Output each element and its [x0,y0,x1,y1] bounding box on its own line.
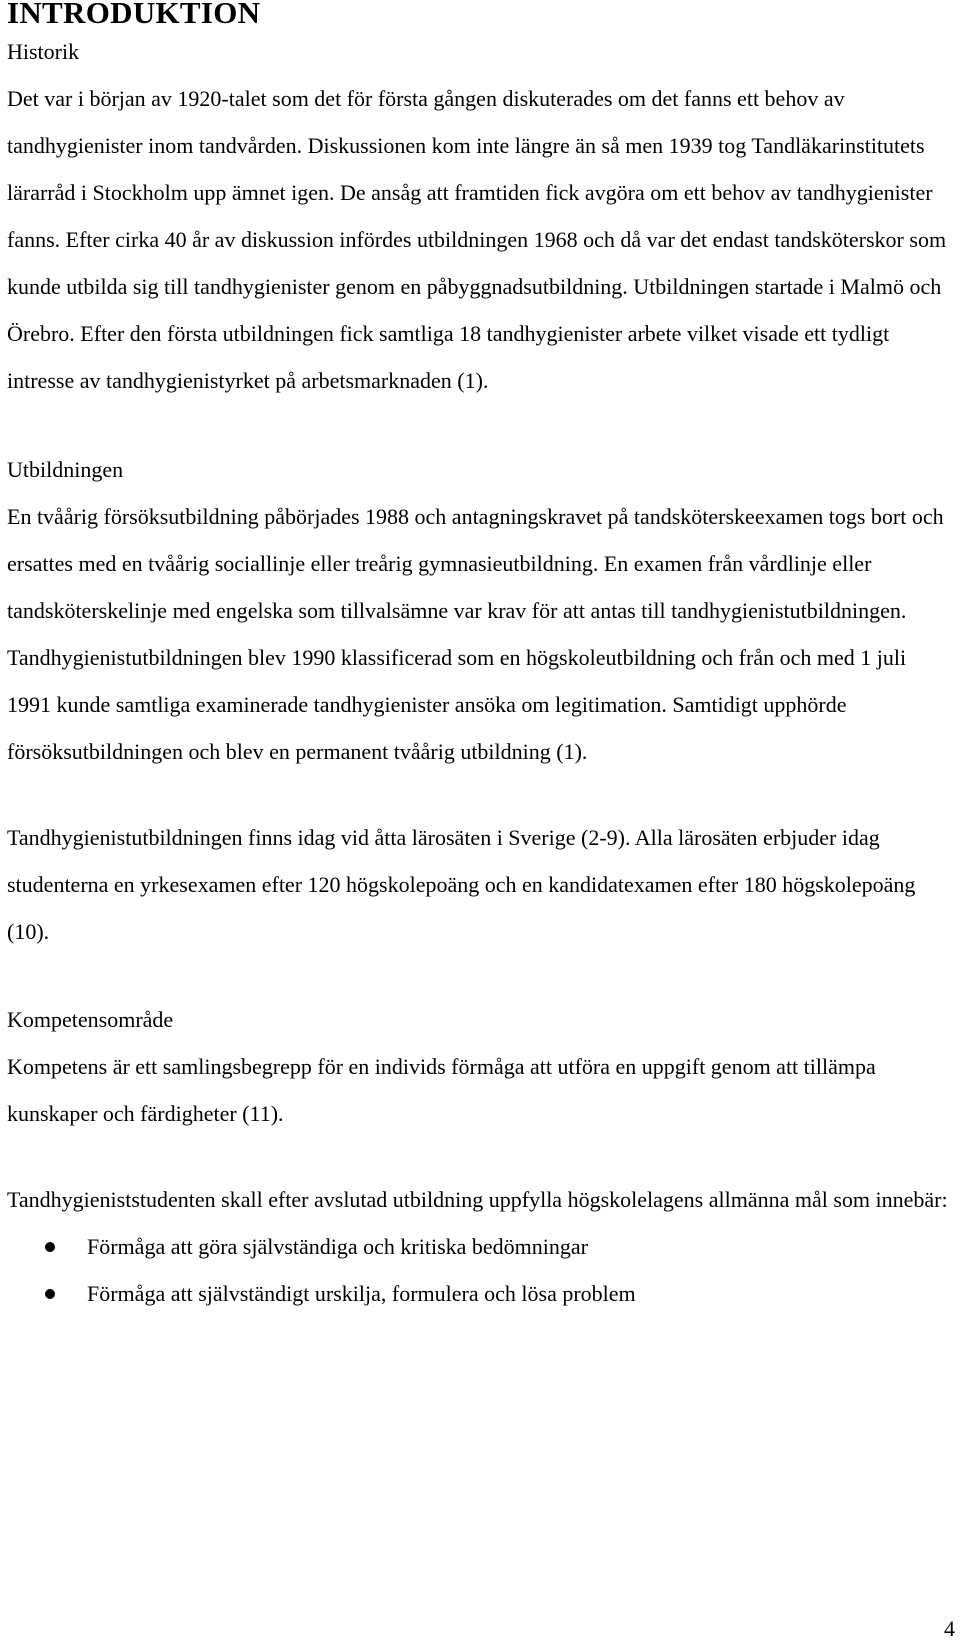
goals-list [7,1223,955,1317]
bullet-icon [45,1289,55,1299]
paragraph-utbildningen-larosaten: Tandhygienistutbildningen finns idag vid åtta lärosäten i Sverige (2-9). Alla lärosäten erbjuder idag studenterna en yrkesexamen efter 120 högskolepoäng och en kandidatexamen efter 180 högskolepoäng (10). [7,825,916,944]
section-heading-utbildningen: Utbildningen [7,457,124,482]
section-heading-historik: Historik [7,39,80,64]
page-title: INTRODUKTION [7,0,261,30]
paragraph-historik: Det var i början av 1920-talet som det för första gången diskuterades om det fanns ett behov av tandhygienister inom tandvården. Diskussionen kom inte längre än så men 1939 tog Tandläkarinstitutets lärarråd i Stockholm upp ämnet igen. De ansåg att framtiden fick avgöra om ett behov av tandhygienister fanns. Efter cirka 40 år av diskussion infördes utbildningen 1968 och då var det endast tandsköterskor som kunde utbilda sig till tandhygienister genom en påbyggnadsutbildning. Utbildningen startade i Malmö och Örebro. Efter den första utbildningen fick samtliga 18 tandhygienister arbete vilket visade ett tydligt intresse av tandhygienistyrket på arbetsmarknaden (1). [7,86,947,393]
paragraph-hogskolelagens-mal: Tandhygieniststudenten skall efter avslutad utbildning uppfylla högskolelagens allmänna mål som innebär: [7,1187,948,1212]
document-page [7,0,955,1317]
section-heading-kompetensomrade: Kompetensområde [7,1007,174,1032]
list-item [7,1223,955,1270]
page-number: 4 [944,1616,955,1641]
list-item-text: Förmåga att göra självständiga och kritiska bedömningar [87,1234,588,1259]
paragraph-kompetens: Kompetens är ett samlingsbegrepp för en individs förmåga att utföra en uppgift genom att tillämpa kunskaper och färdigheter (11). [7,1054,876,1126]
bullet-icon [45,1242,55,1252]
list-item-text: Förmåga att självständigt urskilja, formulera och lösa problem [87,1281,636,1306]
list-item [7,1270,955,1317]
paragraph-utbildningen: En tvåårig försöksutbildning påbörjades 1988 och antagningskravet på tandsköterskeexamen togs bort och ersattes med en tvåårig sociallinje eller treårig gymnasieutbildning. En examen från vårdlinje eller tandsköterskelinje med engelska som tillvalsämne var krav för att antas till tandhygienistutbildningen. Tandhygienistutbildningen blev 1990 klassificerad som en högskoleutbildning och från och med 1 juli 1991 kunde samtliga examinerade tandhygienister ansöka om legitimation. Samtidigt upphörde försöksutbildningen och blev en permanent tvåårig utbildning (1). [7,504,944,764]
